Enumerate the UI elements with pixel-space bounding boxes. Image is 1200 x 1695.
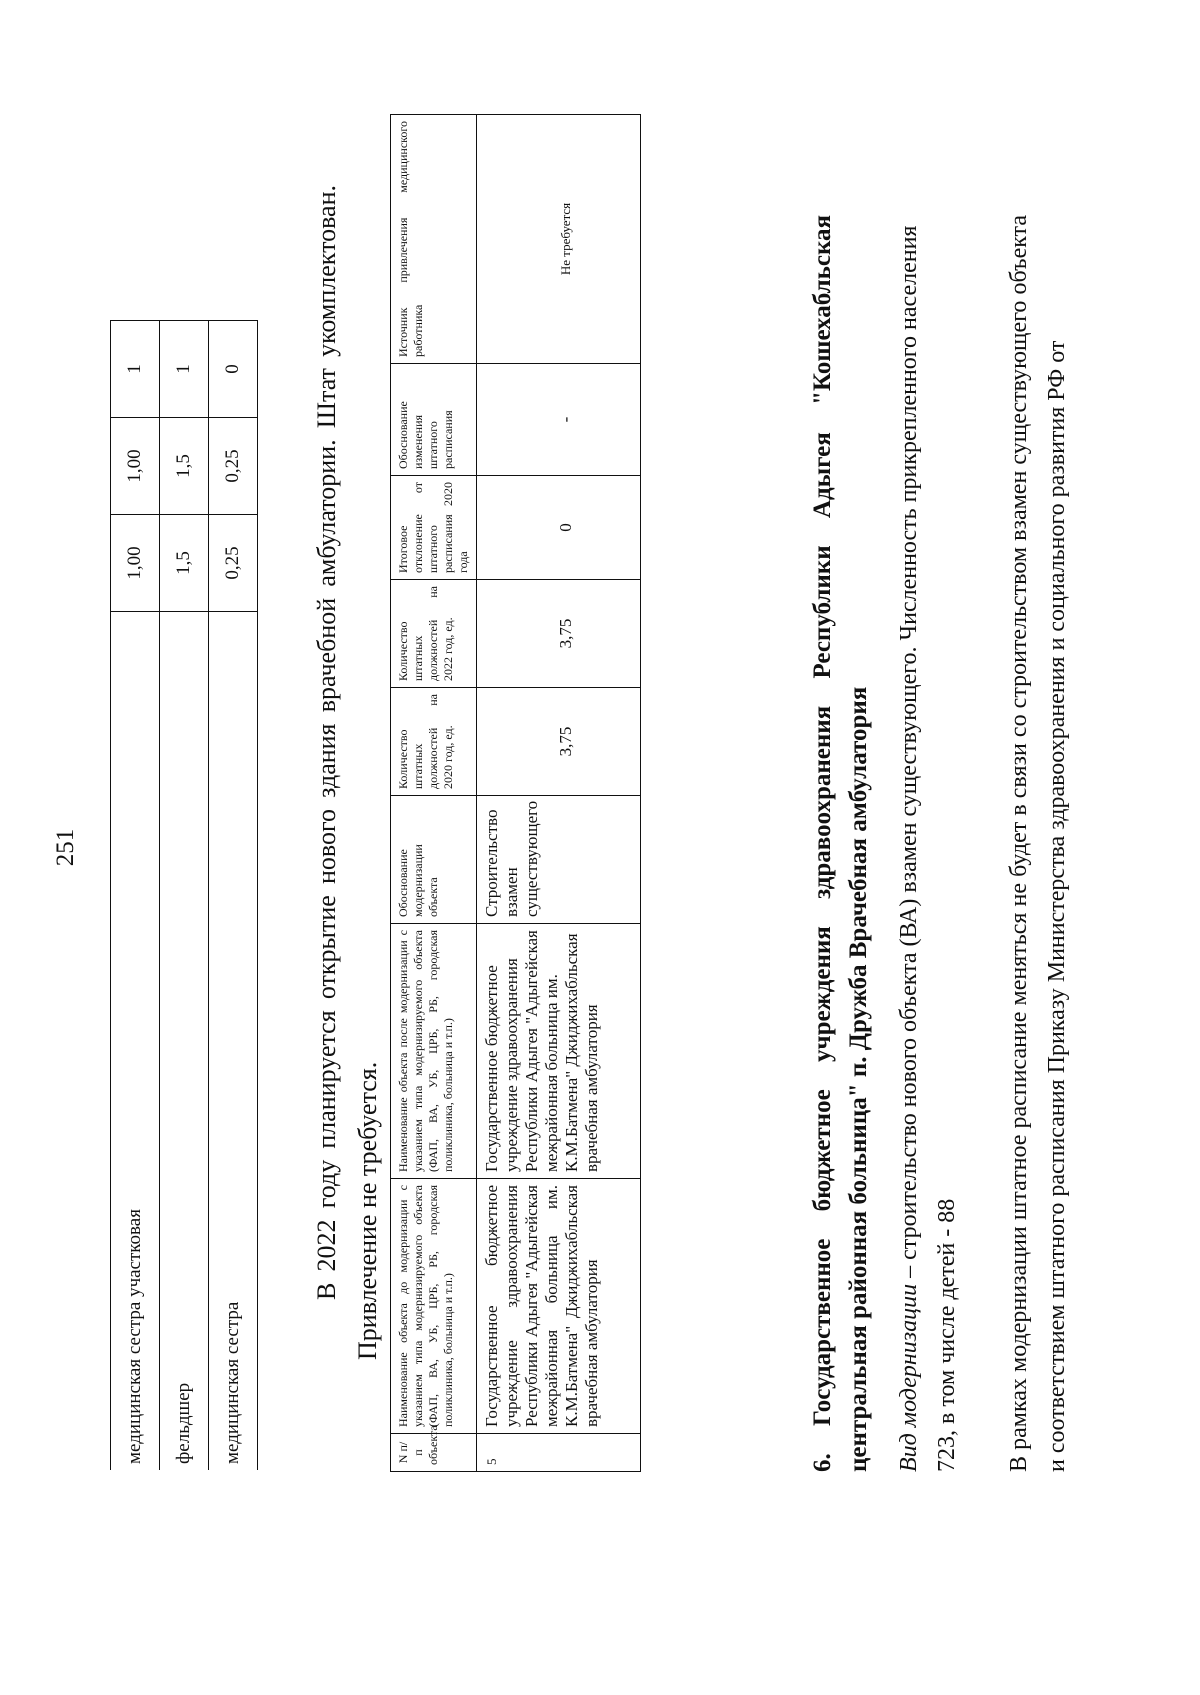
header-count-2022: Количество штатных должностей на 2022 год, ед. (391, 580, 477, 688)
value-cell: 1,00 (111, 515, 160, 612)
modernization-type-paragraph (890, 215, 966, 1472)
header-name-after: Наименование объекта после модернизации с указанием типа модернизируемого объекта (ФАП, ВА, УБ, ЦРБ, РБ, городская поликлиника, больница и т.п.) (391, 924, 477, 1179)
header-name-before: Наименование объекта до модернизации с указанием типа модернизируемого объекта (ФАП, ВА, УБ, ЦРБ, РБ, городская поликлиника, больница и т.п.) (391, 1179, 477, 1434)
table-row (111, 321, 160, 1471)
value-cell: 0,25 (209, 418, 258, 515)
staffing-table (110, 320, 258, 1470)
cell-number: 5 (477, 1434, 641, 1472)
header-basis: Обоснование модернизации объекта (391, 796, 477, 924)
value-cell: 1,5 (160, 515, 209, 612)
cell-name-after: Государственное бюджетное учреждение здравоохранения Республики Адыгея "Адыгейская межрайонная больница им. К.М.Батмена" Джиджихабльская врачебная амбулатория (477, 924, 641, 1179)
staffing-schedule-paragraph: В рамках модернизации штатное расписание меняться не будет в связи со строительством взамен существующего объекта и соответствием штатного расписания Приказу Министерства здравоохранения и социального развития РФ от (1006, 215, 1070, 1472)
position-name: медицинская сестра участковая (111, 612, 160, 1471)
page-number: 251 (52, 828, 79, 867)
table-header-row (391, 115, 477, 1472)
table-row (209, 321, 258, 1471)
header-number: N п/п объекта (391, 1434, 477, 1472)
modernization-type-text: – строительство нового объекта (ВА) взамен существующего. Численность прикрепленного населения 723, в том числе детей - 88 (896, 225, 960, 1472)
header-deviation: Итоговое отклонение от штатного расписания 2020 года (391, 476, 477, 580)
cell-basis: Строительство взамен существующего (477, 796, 641, 924)
cell-change-basis: - (477, 364, 641, 476)
cell-count-2022: 3,75 (477, 580, 641, 688)
header-change-basis: Обоснование изменения штатного расписания (391, 364, 477, 476)
value-cell: 1,00 (111, 418, 160, 515)
staffing-paragraph: В 2022 году планируется открытие нового здания врачебной амбулатории. Штат укомплектован. Привлечение не требуется. (312, 185, 382, 1360)
value-cell: 0 (209, 321, 258, 418)
value-cell: 1 (111, 321, 160, 418)
cell-deviation: 0 (477, 476, 641, 580)
modernization-table (390, 114, 641, 1472)
cell-name-before: Государственное бюджетное учреждение здравоохранения Республики Адыгея "Адыгейская межрайонная больница им. К.М.Батмена" Джиджихабльская врачебная амбулатория (477, 1179, 641, 1434)
value-cell: 0,25 (209, 515, 258, 612)
position-name: медицинская сестра (209, 612, 258, 1471)
cell-source: Не требуется (477, 115, 641, 364)
table-row (160, 321, 209, 1471)
header-source: Источник привлечения медицинского работника (391, 115, 477, 364)
section-heading: 6. Государственное бюджетное учреждения здравоохранения Республики Адыгея "Кошехабльская центральная районная больница" п. Дружба Врачебная амбулатория (809, 215, 872, 1472)
cell-count-2020: 3,75 (477, 688, 641, 796)
table-row (477, 115, 641, 1472)
value-cell: 1,5 (160, 418, 209, 515)
modernization-type-label: Вид модернизации (896, 1283, 922, 1472)
position-name: фельдшер (160, 612, 209, 1471)
header-count-2020: Количество штатных должностей на 2020 год, ед. (391, 688, 477, 796)
value-cell: 1 (160, 321, 209, 418)
